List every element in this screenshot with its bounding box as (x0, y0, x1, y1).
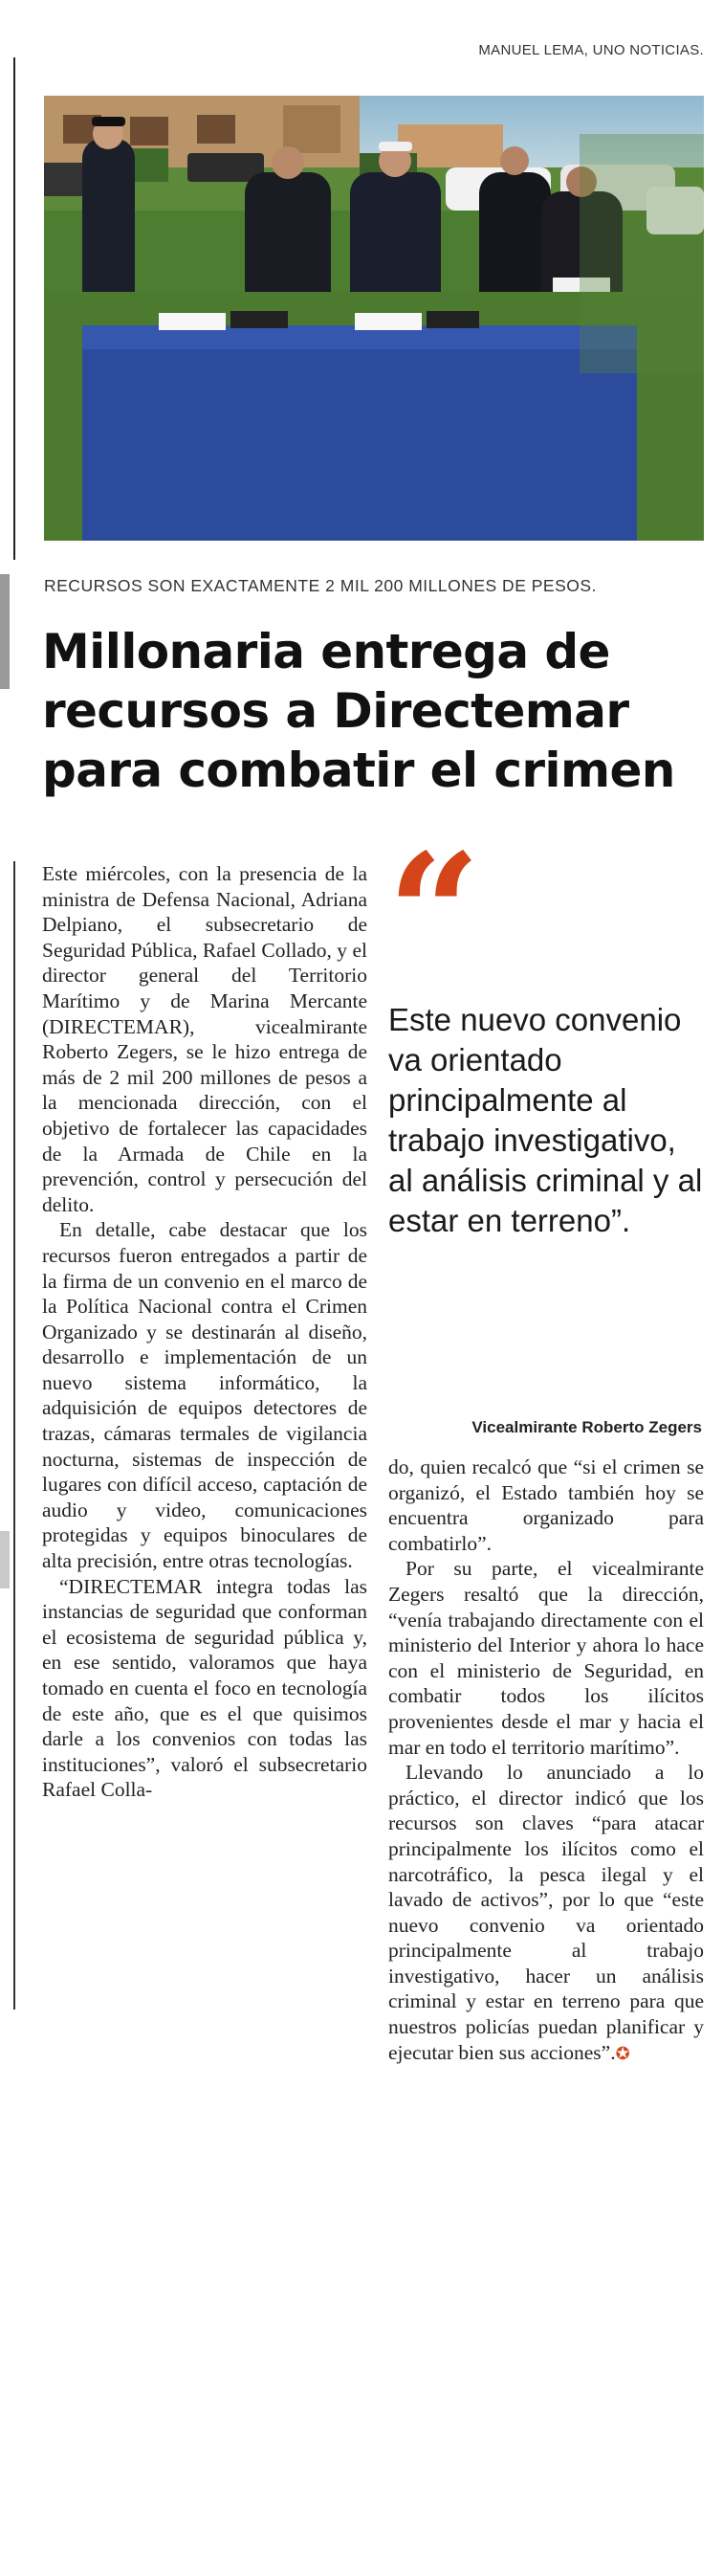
body-column-rule (13, 861, 15, 2010)
pull-quote: Este nuevo convenio va orientado principalmente al trabajo investigativo, al análisis criminal y al estar en terreno”. (388, 1002, 703, 1238)
paragraph-5 (388, 1760, 704, 2066)
headline: Millonaria entrega de recursos a Directemar para combatir el crimen (42, 624, 675, 798)
paragraph-2: En detalle, cabe destacar que los recursos fueron entregados a partir de la firma de un convenio en el marco de la Política Nacional contra el Crimen Organizado y se destinarán al diseño, desarrollo e implementación de un nuevo sistema informático, la adquisición de equipos detectores de trazas, cámaras termales de vigilancia nocturna, sistemas de inspección de lugares con difícil acceso, captación de audio y video, comunicaciones protegidas y equipos binoculares de alta precisión, entre otras tecnologías. (42, 1218, 367, 1573)
signing-ceremony-illustration (44, 96, 704, 541)
paragraph-4: Por su parte, el vicealmirante Zegers resaltó que la dirección, “venía trabajando directamente con el ministerio del Interior y ahora lo hace con el ministerio de Seguridad, en combatir todos los ilícitos provenientes desde el mar y hacia el mar en todo el territorio marítimo”. (388, 1557, 704, 1759)
paragraph-1: Este miércoles, con la presencia de la ministra de Defensa Nacional, Adriana Delpiano, el subsecretario de Seguridad Pública, Rafael Collado, y el director general del Territorio Marítimo y de Marina Mercante (DIRECTEMAR), vicealmirante Roberto Zegers, se le hizo entrega de más de 2 mil 200 millones de pesos a la mencionada dirección, con el objetivo de fortalecer las capacidades de la Armada de Chile en la prevención, control y persecución del delito. (42, 862, 367, 1216)
paragraph-3-continued: do, quien recalcó que “si el crimen se organizó, el Estado también hoy se encuentra organizado para combatirlo”. (388, 1455, 704, 1555)
paragraph-3: “DIRECTEMAR integra todas las instancias de seguridad que conforman el ecosistema de seguridad pública y, en ese sentido, valoramos que haya tomado en cuenta el foco en tecnología de este año, que es el que quisimos darle a los convenios con todas las instituciones”, valoró el subsecretario Rafael Colla- (42, 1574, 367, 1802)
paragraph-5-text: Llevando lo anunciado a lo práctico, el director indicó que los recursos son claves “para atacar principalmente los ilícitos como el narcotráfico, la pesca ilegal y el lavado de activos”, por lo que “este nuevo convenio va orientado principalmente al trabajo investigativo, hacer un análisis criminal y estar en terreno para que nuestros policías puedan planificar y ejecutar bien sus acciones”. (388, 1761, 704, 2064)
article-column-1 (42, 861, 367, 2545)
adjacent-page-edge (0, 574, 10, 689)
article-column-2 (388, 1455, 704, 2555)
photo-credit: MANUEL LEMA, UNO NOTICIAS. (478, 42, 704, 58)
end-mark-icon: ✪ (615, 2043, 630, 2063)
left-column-rule (13, 57, 15, 560)
adjacent-page-edge-2 (0, 1531, 10, 1588)
news-photo (44, 96, 704, 541)
pull-quote-author: Vicealmirante Roberto Zegers (471, 1418, 702, 1436)
quote-mark-icon: “ (387, 818, 481, 1010)
photo-caption: RECURSOS SON EXACTAMENTE 2 MIL 200 MILLONES DE PESOS. (44, 576, 597, 595)
